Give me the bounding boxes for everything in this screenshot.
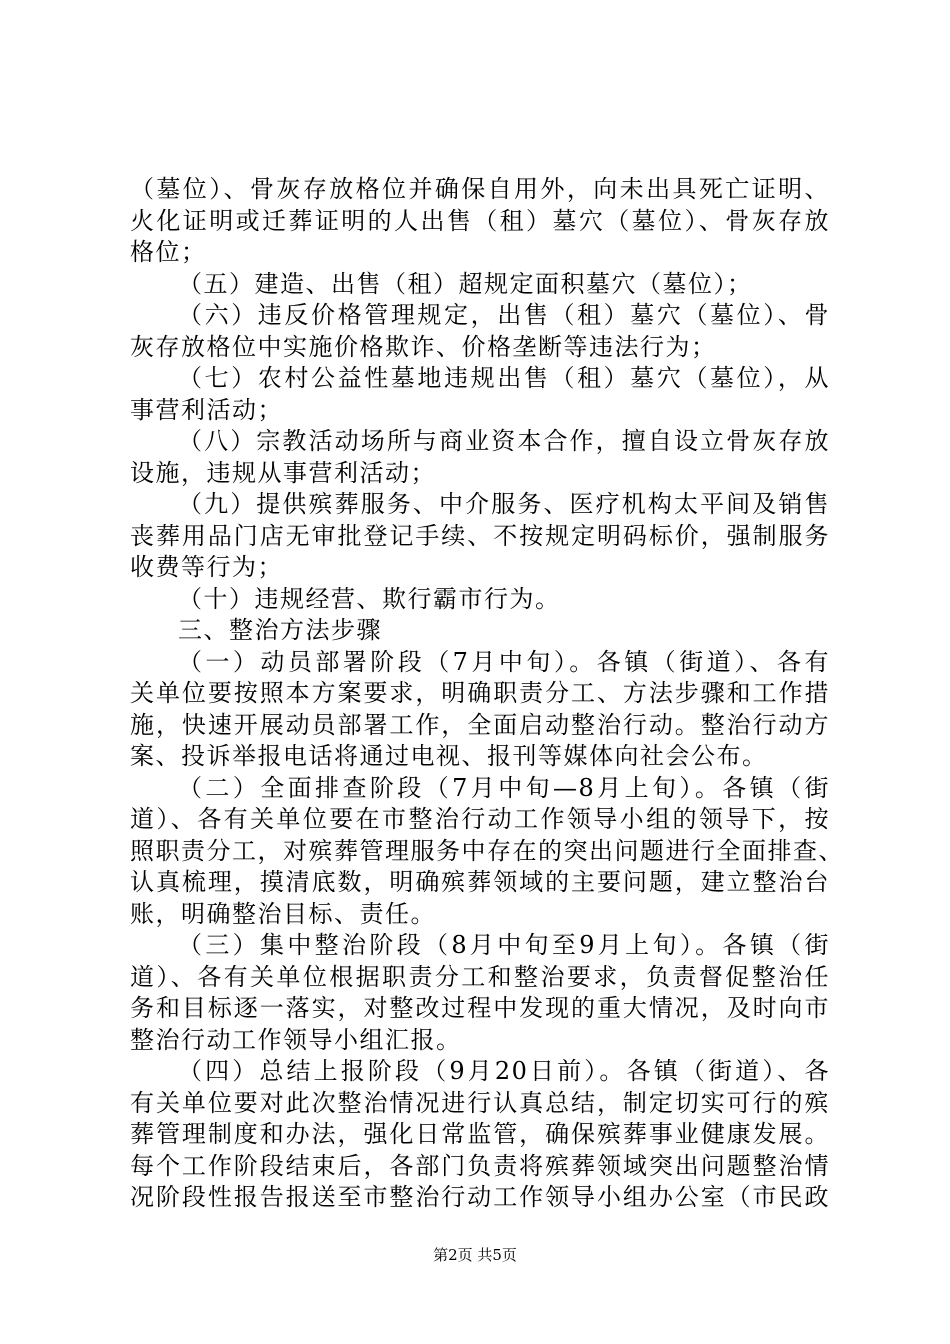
paragraph-line: （七）农村公益性墓地违规出售（租）墓穴（墓位），从 (178, 364, 830, 392)
paragraph-line: 账，明确整治目标、责任。 (130, 899, 436, 928)
paragraph-line: （四）总结上报阶段（9月20日前）。各镇（街道）、各 (178, 1057, 830, 1085)
paragraph-line: 案、投诉举报电话将通过电视、报刊等媒体向社会公布。 (130, 742, 768, 770)
paragraph-line: （六）违反价格管理规定，出售（租）墓穴（墓位）、骨 (178, 301, 830, 329)
paragraph-line: 施，快速开展动员部署工作，全面启动整治行动。整治行动方 (130, 710, 830, 739)
paragraph-line: 灰存放格位中实施价格欺诈、价格垄断等违法行为； (130, 332, 717, 361)
paragraph-line: 整治行动工作领导小组汇报。 (130, 1025, 462, 1054)
paragraph-line: 葬管理制度和办法，强化日常监管，确保殡葬事业健康发展。 (130, 1120, 830, 1148)
paragraph-line: 认真梳理，摸清底数，明确殡葬领域的主要问题，建立整治台 (130, 868, 830, 896)
paragraph-line: 每个工作阶段结束后，各部门负责将殡葬领域突出问题整治情 (130, 1151, 830, 1180)
paragraph-line: 关单位要按照本方案要求，明确职责分工、方法步骤和工作措 (130, 679, 830, 707)
paragraph-line: 道）、各有关单位要在市整治行动工作领导小组的领导下，按 (130, 805, 830, 833)
paragraph-line: （二）全面排查阶段（7月中旬—8月上旬）。各镇（街 (178, 773, 830, 802)
paragraph-line: （五）建造、出售（租）超规定面积墓穴（墓位）； (178, 269, 753, 298)
paragraph-line: 有关单位要对此次整治情况进行认真总结，制定切实可行的殡 (130, 1088, 830, 1117)
paragraph-line: 道）、各有关单位根据职责分工和整治要求，负责督促整治任 (130, 962, 830, 991)
page-footer: 第2页 共5页 (433, 1246, 517, 1264)
document-body (130, 174, 844, 1214)
paragraph-line: 务和目标逐一落实，对整改过程中发现的重大情况，及时向市 (130, 994, 830, 1022)
paragraph-line: （八）宗教活动场所与商业资本合作，擅自设立骨灰存放 (178, 427, 830, 455)
paragraph-line: 三、整治方法步骤 (178, 616, 382, 644)
paragraph-line: 设施，违规从事营利活动； (130, 458, 436, 487)
paragraph-line: （三）集中整治阶段（8月中旬至9月上旬）。各镇（街 (178, 931, 830, 959)
paragraph-line: （一）动员部署阶段（7月中旬）。各镇（街道）、各有 (178, 647, 830, 676)
paragraph-line: （十）违规经营、欺行霸市行为。 (178, 584, 561, 613)
paragraph-line: （九）提供殡葬服务、中介服务、医疗机构太平间及销售 (178, 490, 830, 518)
paragraph-line: 格位； (130, 238, 207, 266)
paragraph-line: 事营利活动； (130, 395, 283, 424)
paragraph-line: （墓位）、骨灰存放格位并确保自用外，向未出具死亡证明、 (130, 175, 830, 203)
paragraph-line: 火化证明或迁葬证明的人出售（租）墓穴（墓位）、骨灰存放 (130, 206, 830, 235)
paragraph-line: 收费等行为； (130, 553, 283, 581)
paragraph-line: 丧葬用品门店无审批登记手续、不按规定明码标价，强制服务 (130, 521, 830, 550)
paragraph-line: 况阶段性报告报送至市整治行动工作领导小组办公室（市民政 (130, 1183, 830, 1211)
paragraph-line: 照职责分工，对殡葬管理服务中存在的突出问题进行全面排查、 (130, 836, 844, 865)
